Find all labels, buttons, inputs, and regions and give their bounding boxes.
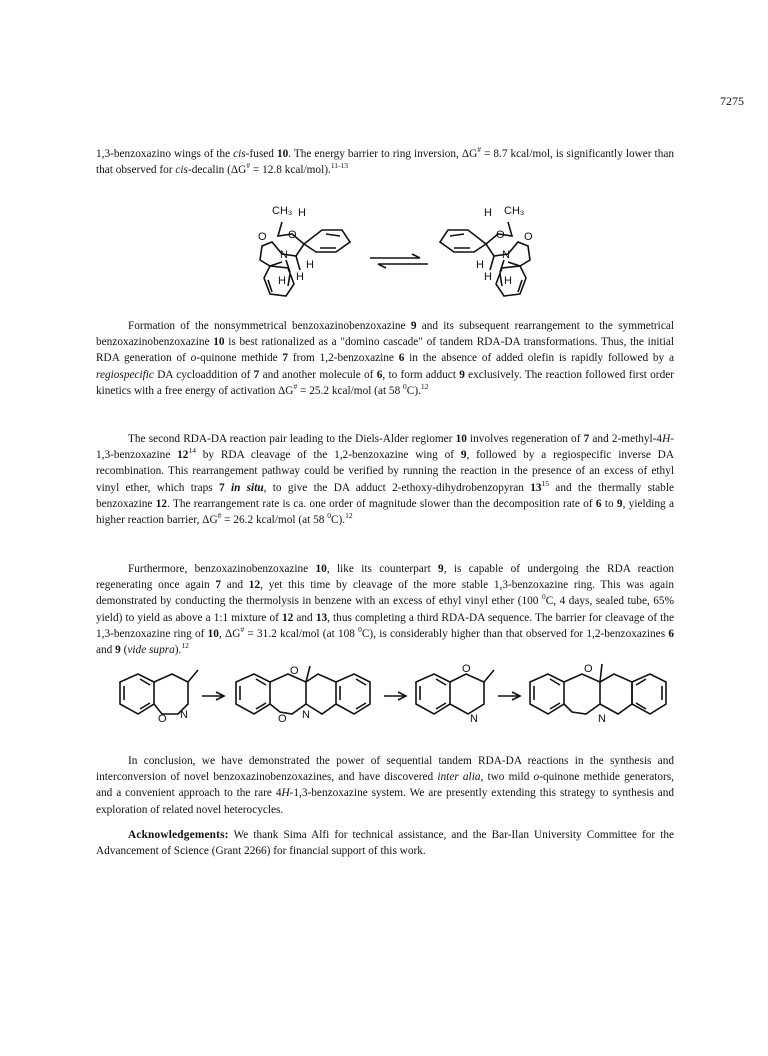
o-label: O bbox=[288, 229, 297, 241]
n-label: N bbox=[502, 249, 510, 261]
paragraph-conclusion: In conclusion, we have demonstrated the power of sequential tandem RDA-DA reactions in the synthesis and interconversion of novel benzoxazinobenzoxazines, and have discovered inter alia, two mild o-quinone methide generators, and a convenient approach to the rare 4H-1,3-benzoxazine system. We are presently extending this strategy to synthesis and exploration of related novel heterocycles. bbox=[96, 755, 674, 816]
o-label: O bbox=[496, 229, 505, 241]
ch3-label-left: CH₃ bbox=[272, 205, 293, 217]
acknowledgements: Acknowledgements: We thank Sima Alfi for technical assistance, and the Bar-Ilan University Committee for the Advancement of Science (Grant 2266) for financial support of this work. bbox=[96, 829, 674, 858]
ch3-label-right: CH₃ bbox=[504, 205, 525, 217]
h-label: H bbox=[296, 271, 304, 283]
o-label: O bbox=[524, 231, 533, 243]
h-label: H bbox=[484, 207, 492, 219]
n-label: N bbox=[598, 713, 606, 725]
o-label: O bbox=[258, 231, 267, 243]
o-label: O bbox=[158, 713, 167, 725]
n-label: N bbox=[280, 249, 288, 261]
acknowledgements-heading: Acknowledgements: bbox=[128, 829, 229, 841]
paragraph-domino-cascade: Formation of the nonsymmetrical benzoxazinobenzoxazine 9 and its subsequent rearrangement to the symmetrical benzoxazinobenzoxazine 10 is best rationalized as a "domino cascade" of tandem RDA-DA transformations. Thus, the initial RDA generation of o-quinone methide 7 from 1,2-benzoxazine 6 in the absence of added olefin is rapidly followed by a regiospecific DA cycloaddition of 7 and another molecule of 6, to form adduct 9 exclusively. The reaction followed first order kinetics with a free energy of activation ΔG# = 25.2 kcal/mol (at 58 $^0$C).$^{12}$ bbox=[96, 320, 674, 397]
page-number: 7275 bbox=[720, 94, 744, 108]
reaction-sequence-scheme bbox=[96, 660, 676, 744]
paragraph-second-rda-da: The second RDA-DA reaction pair leading to the Diels-Alder regiomer 10 involves regeneration of 7 and 2-methyl-4H-1,3-benzoxazine $12^{14}$ by RDA cleavage of the 1,2-benzoxazine wing of 9, followed by a regiospecific inverse DA recombination. This rearrangement pathway could be verified by running the reaction in the presence of an excess of ethyl vinyl ether, which traps 7 in situ, to give the DA adduct 2-ethoxy-dihydrobenzopyran $13^{15}$ and the thermally stable benzoxazine 12. The rearrangement rate is ca. one order of magnitude slower than the decomposition rate of 6 to 9, yielding a higher reaction barrier, ΔG# = 26.2 kcal/mol (at 58 $^0$C).$^{12}$ bbox=[96, 433, 675, 527]
o-label: O bbox=[278, 713, 287, 725]
h-label: H bbox=[306, 259, 314, 271]
o-label: O bbox=[584, 663, 593, 675]
paragraph-furthermore: Furthermore, benzoxazinobenzoxazine 10, like its counterpart 9, is capable of undergoing the RDA reaction regenerating once again 7 and 12, yet this time by cleavage of the more stable 1,3-benzoxazine ring. This was again demonstrated by conducting the thermolysis in benzene with an excess of ethyl vinyl ether (100 $^0$C, 4 days, sealed tube, 65% yield) to yield as above a 1:1 mixture of 12 and 13, thus completing a third RDA-DA sequence. The barrier for cleavage of the 1,3-benzoxazine ring of 10, ΔG# = 31.2 kcal/mol (at 108 $^0$C), is considerably higher than that observed for 1,2-benzoxazines 6 and 9 (vide supra).$^{12}$ bbox=[96, 563, 674, 657]
ring-inversion-scheme bbox=[230, 196, 560, 304]
h-label: H bbox=[278, 275, 286, 287]
n-label: N bbox=[302, 709, 310, 721]
h-label: H bbox=[298, 207, 306, 219]
h-label: H bbox=[484, 271, 492, 283]
intro-paragraph: 1,3-benzoxazino wings of the cis-fused 10. The energy barrier to ring inversion, ΔG# = 8.7 kcal/mol, is significantly lower than that observed for cis-decalin (ΔG# = 12.8 kcal/mol).$^{11-13}$ bbox=[96, 145, 674, 177]
n-label: N bbox=[470, 713, 478, 725]
o-label: O bbox=[290, 665, 299, 677]
o-label: O bbox=[462, 663, 471, 675]
h-label: H bbox=[504, 275, 512, 287]
n-label: N bbox=[180, 709, 188, 721]
h-label: H bbox=[476, 259, 484, 271]
